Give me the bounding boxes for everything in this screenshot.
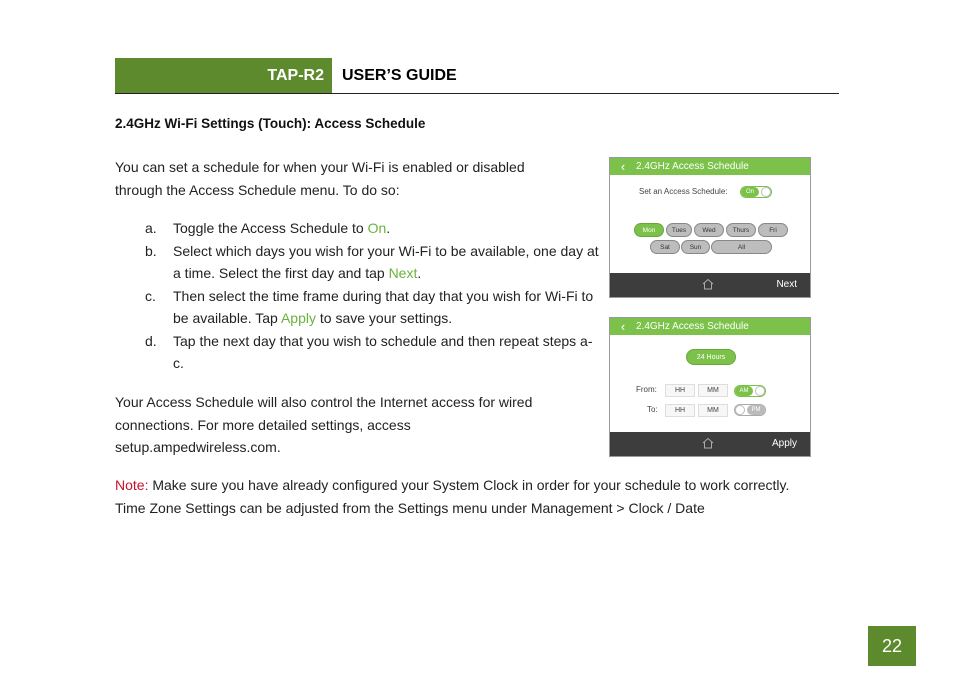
step-text-end: . <box>417 265 422 281</box>
day-button-sat[interactable]: Sat <box>650 240 680 254</box>
from-ampm-toggle[interactable] <box>734 385 766 397</box>
step-marker: a. <box>145 220 157 236</box>
from-label: From: <box>636 385 657 394</box>
outro-line-2: connections. For more detailed settings, access <box>115 416 411 433</box>
home-icon[interactable] <box>702 278 714 290</box>
toggle-on-label: On <box>741 187 759 197</box>
to-minute-field[interactable]: MM <box>698 404 728 417</box>
note-label: Note: <box>115 477 149 493</box>
screen-titlebar <box>610 318 810 335</box>
intro-paragraph <box>115 156 585 201</box>
step-text-end: . <box>386 220 391 236</box>
step-marker: c. <box>145 287 156 304</box>
screen-title: 2.4GHz Access Schedule <box>636 161 749 172</box>
step-c <box>145 285 600 330</box>
step-a <box>145 217 600 240</box>
day-button-wed[interactable]: Wed <box>694 223 724 237</box>
step-highlight: Next <box>388 265 418 281</box>
step-text: Select which days you wish for your Wi-Fi to be available, one day at a time. Select the first day and tap <box>173 242 599 281</box>
schedule-toggle[interactable] <box>740 186 772 198</box>
day-button-sun[interactable]: Sun <box>681 240 710 254</box>
step-text-end: to save your settings. <box>315 310 453 326</box>
intro-line-1: You can set a schedule for when your Wi-Fi is enabled or disabled <box>115 159 525 175</box>
day-button-all[interactable]: All <box>711 240 772 254</box>
steps-list <box>145 217 600 375</box>
header-divider <box>115 93 839 94</box>
intro-line-2: through the Access Schedule menu. To do so: <box>115 181 400 198</box>
to-label: To: <box>647 405 658 414</box>
step-text: Toggle the Access Schedule to <box>173 220 368 236</box>
24-hours-button[interactable]: 24 Hours <box>686 349 736 365</box>
day-button-tues[interactable]: Tues <box>666 223 692 237</box>
screen-titlebar <box>610 158 810 175</box>
toggle-knob <box>761 187 771 197</box>
back-chevron-icon[interactable]: ‹ <box>620 319 626 334</box>
outro-line-3: setup.ampedwireless.com. <box>115 439 281 455</box>
step-marker: b. <box>145 242 157 259</box>
note-line-1: Make sure you have already configured your System Clock in order for your schedule to work correctly. <box>148 477 790 493</box>
step-d <box>145 330 600 375</box>
step-text: Tap the next day that you wish to schedule and then repeat steps a-c. <box>173 332 593 371</box>
day-button-mon[interactable]: Mon <box>634 223 664 237</box>
set-schedule-label: Set an Access Schedule: <box>639 187 728 196</box>
note-line-2: Time Zone Settings can be adjusted from the Settings menu under Management > Clock / Date <box>115 499 705 516</box>
apply-button[interactable]: Apply <box>771 438 797 449</box>
screen-footer <box>610 432 810 456</box>
note-paragraph <box>115 474 845 519</box>
day-button-thurs[interactable]: Thurs <box>726 223 756 237</box>
screen-title: 2.4GHz Access Schedule <box>636 321 749 332</box>
to-ampm-toggle[interactable] <box>734 404 766 416</box>
step-text: Then select the time frame during that day that you wish for Wi-Fi to be available. Tap <box>173 287 594 326</box>
step-highlight: Apply <box>280 310 316 326</box>
from-hour-field[interactable]: HH <box>665 384 695 397</box>
header-product-label: TAP-R2 <box>115 58 332 93</box>
to-hour-field[interactable]: HH <box>665 404 695 417</box>
next-button[interactable]: Next <box>776 279 797 290</box>
step-b <box>145 240 600 285</box>
outro-paragraph <box>115 391 585 459</box>
screenshot-access-schedule-days <box>609 157 811 298</box>
from-minute-field[interactable]: MM <box>698 384 728 397</box>
page-number: 22 <box>868 626 916 666</box>
header-guide-title: USER’S GUIDE <box>342 66 457 84</box>
step-highlight: On <box>367 220 387 236</box>
back-chevron-icon[interactable]: ‹ <box>620 159 626 174</box>
toggle-knob <box>735 405 745 415</box>
screen-footer <box>610 273 810 297</box>
am-label: AM <box>735 386 753 396</box>
section-title: 2.4GHz Wi-Fi Settings (Touch): Access Schedule <box>115 116 426 131</box>
home-icon[interactable] <box>702 437 714 449</box>
step-marker: d. <box>145 332 157 349</box>
toggle-knob <box>755 386 765 396</box>
outro-line-1: Your Access Schedule will also control the Internet access for wired <box>115 394 533 410</box>
screenshot-access-schedule-time <box>609 317 811 457</box>
day-button-fri[interactable]: Fri <box>758 223 788 237</box>
pm-label: PM <box>747 405 765 415</box>
